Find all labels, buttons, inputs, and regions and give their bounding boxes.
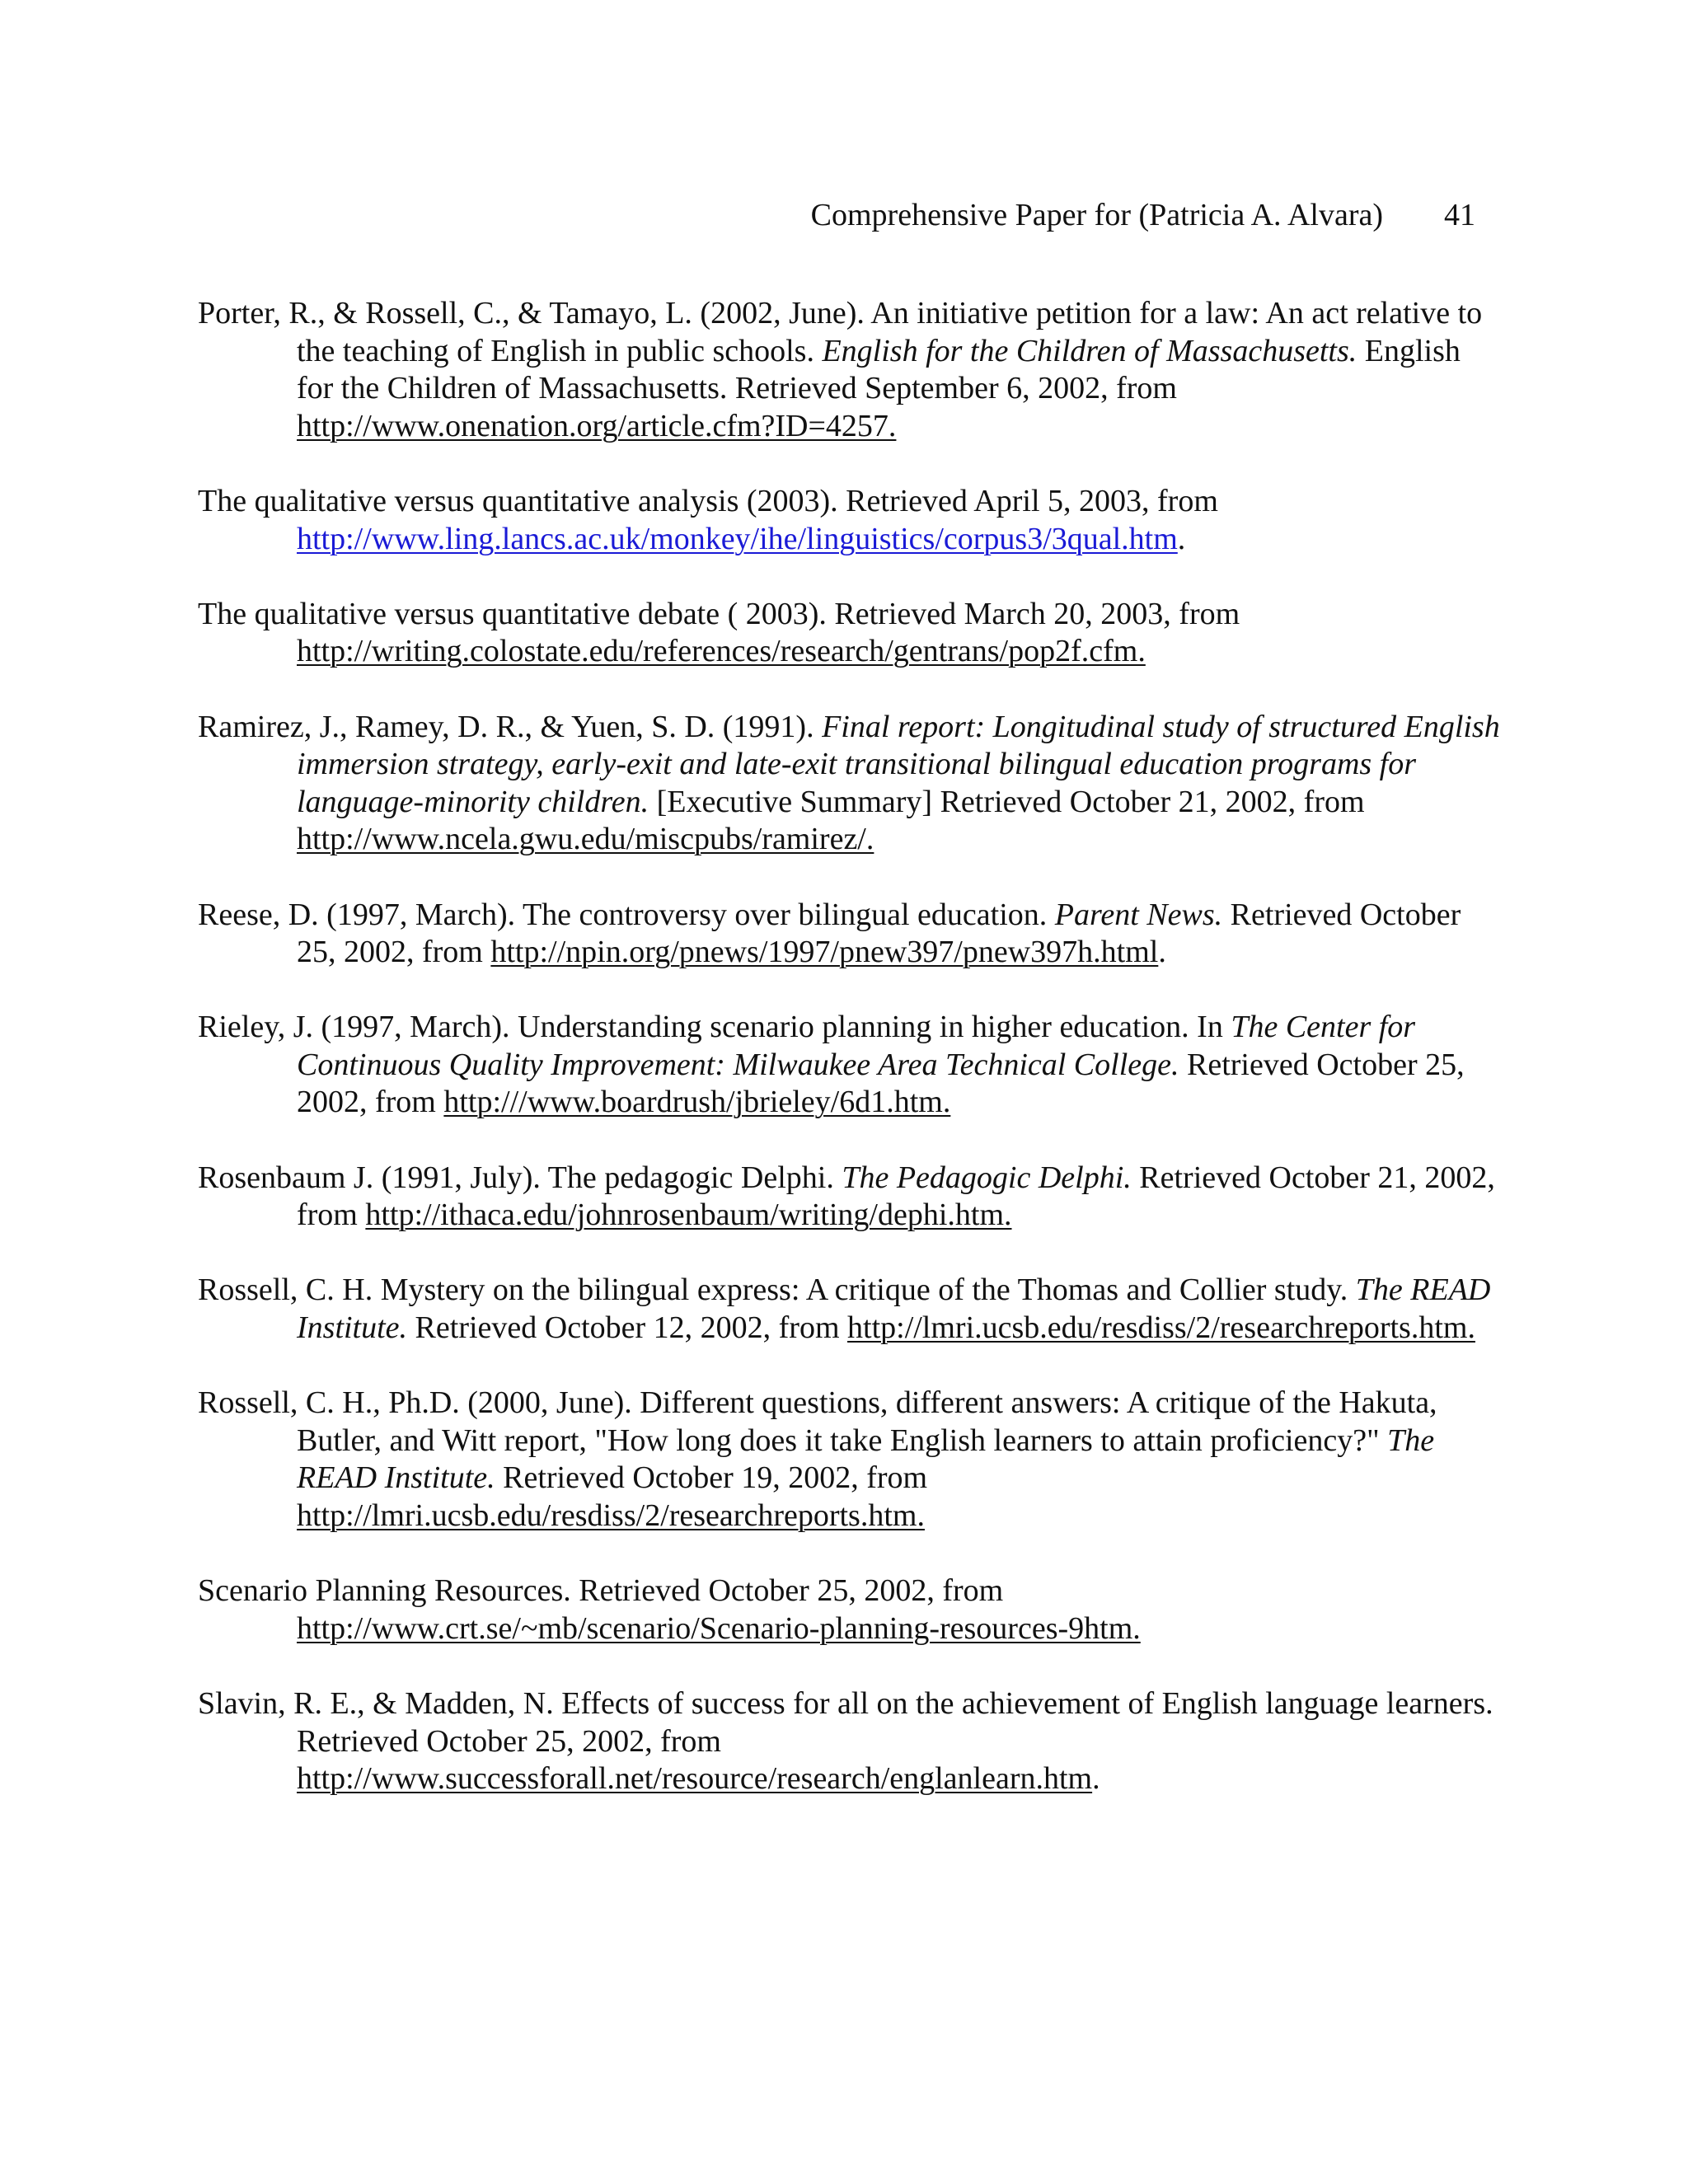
reference-ramirez-1991 [198, 709, 1500, 859]
reference-italic-title: Parent News. [1054, 897, 1223, 932]
reference-scenario-planning [198, 1572, 1500, 1647]
reference-text: . [1158, 935, 1166, 970]
reference-italic-title: The Center for Continuous Quality Improvement: Milwaukee Area Technical College. [297, 1010, 1416, 1082]
reference-text: Retrieved October 25, 2002, from [297, 1047, 1465, 1120]
reference-url-link[interactable]: http:///www.boardrush/jbrieley/6d1.htm. [443, 1085, 951, 1120]
reference-text: Retrieved October 21, 2002, from [297, 1160, 1495, 1233]
reference-text: Scenario Planning Resources. Retrieved October 25, 2002, from [198, 1573, 1004, 1609]
reference-url-link[interactable]: http://lmri.ucsb.edu/resdiss/2/researchreports.htm. [847, 1310, 1475, 1346]
reference-url-link[interactable]: http://www.ncela.gwu.edu/miscpubs/ramirez/. [297, 822, 874, 857]
reference-text: English for the Children of Massachusetts. Retrieved September 6, 2002, from [297, 333, 1461, 406]
reference-slavin-madden [198, 1685, 1500, 1798]
reference-rieley-1997 [198, 1009, 1500, 1122]
reference-italic-title: Final report: Longitudinal study of structured English immersion strategy, early-exit and late-exit transitional bilingual education programs for language-minority children. [297, 709, 1500, 819]
page-number: 41 [1444, 198, 1475, 232]
reference-text: Rieley, J. (1997, March). Understanding scenario planning in higher education. In [198, 1010, 1231, 1045]
reference-text: Porter, R., & Rossell, C., & Tamayo, L. (2002, June). An initiative petition for a law: An act relative to the teaching of English in public schools. [198, 296, 1483, 368]
reference-text: Retrieved October 19, 2002, from [495, 1460, 928, 1496]
reference-url-link[interactable]: http://npin.org/pnews/1997/pnew397/pnew397h.html [490, 935, 1159, 970]
reference-text: [Executive Summary] Retrieved October 21, 2002, from [649, 784, 1365, 819]
reference-text: The qualitative versus quantitative analysis (2003). Retrieved April 5, 2003, from [198, 483, 1218, 518]
reference-text: Ramirez, J., Ramey, D. R., & Yuen, S. D. (1991). [198, 709, 823, 744]
reference-italic-title: The READ Institute. [297, 1272, 1491, 1346]
reference-text: Rossell, C. H., Ph.D. (2000, June). Different questions, different answers: A critique of the Hakuta, Butler, and Witt report, "How long does it take English learners to attain proficiency?" [198, 1385, 1437, 1458]
reference-url-link[interactable]: http://www.onenation.org/article.cfm?ID=4257. [297, 408, 897, 443]
reference-url-link[interactable]: http://lmri.ucsb.edu/resdiss/2/researchreports.htm. [297, 1498, 925, 1533]
reference-url-link[interactable]: http://www.crt.se/~mb/scenario/Scenario-planning-resources-9htm. [297, 1610, 1141, 1646]
reference-text: . [1177, 521, 1186, 556]
reference-porter-2002 [198, 295, 1500, 445]
reference-rossell-2000 [198, 1385, 1500, 1535]
running-head [811, 196, 1475, 234]
reference-text: Retrieved October 25, 2002, from [297, 897, 1461, 970]
reference-url-link[interactable]: http://writing.colostate.edu/references/research/gentrans/pop2f.cfm. [297, 634, 1146, 669]
reference-text: The qualitative versus quantitative debate ( 2003). Retrieved March 20, 2003, from [198, 596, 1240, 631]
reference-italic-title: The Pedagogic Delphi. [842, 1160, 1132, 1195]
reference-url-link[interactable]: http://www.ling.lancs.ac.uk/monkey/ihe/linguistics/corpus3/3qual.htm [297, 521, 1178, 556]
reference-qualitative-debate-2003 [198, 596, 1500, 671]
reference-text: . [1092, 1761, 1100, 1797]
reference-rosenbaum-1991 [198, 1160, 1500, 1235]
reference-text: Rosenbaum J. (1991, July). The pedagogic Delphi. [198, 1160, 842, 1195]
reference-rossell-mystery [198, 1272, 1500, 1347]
reference-text: Retrieved October 12, 2002, from [407, 1310, 848, 1346]
reference-list [198, 295, 1500, 1835]
reference-italic-title: The READ Institute. [297, 1422, 1435, 1496]
reference-text: Reese, D. (1997, March). The controversy over bilingual education. [198, 897, 1055, 932]
reference-url-link[interactable]: http://www.successforall.net/resource/research/englanlearn.htm [297, 1761, 1093, 1797]
running-title: Comprehensive Paper for (Patricia A. Alvara) [810, 198, 1383, 232]
reference-reese-1997 [198, 897, 1500, 972]
reference-url-link[interactable]: http://ithaca.edu/johnrosenbaum/writing/dephi.htm. [365, 1197, 1012, 1233]
reference-italic-title: English for the Children of Massachusetts. [822, 333, 1357, 368]
reference-text: Slavin, R. E., & Madden, N. Effects of success for all on the achievement of English language learners. Retrieved October 25, 2002, from [198, 1685, 1493, 1759]
reference-text: Rossell, C. H. Mystery on the bilingual express: A critique of the Thomas and Collier study. [198, 1272, 1356, 1308]
reference-qualitative-analysis-2003 [198, 483, 1500, 558]
